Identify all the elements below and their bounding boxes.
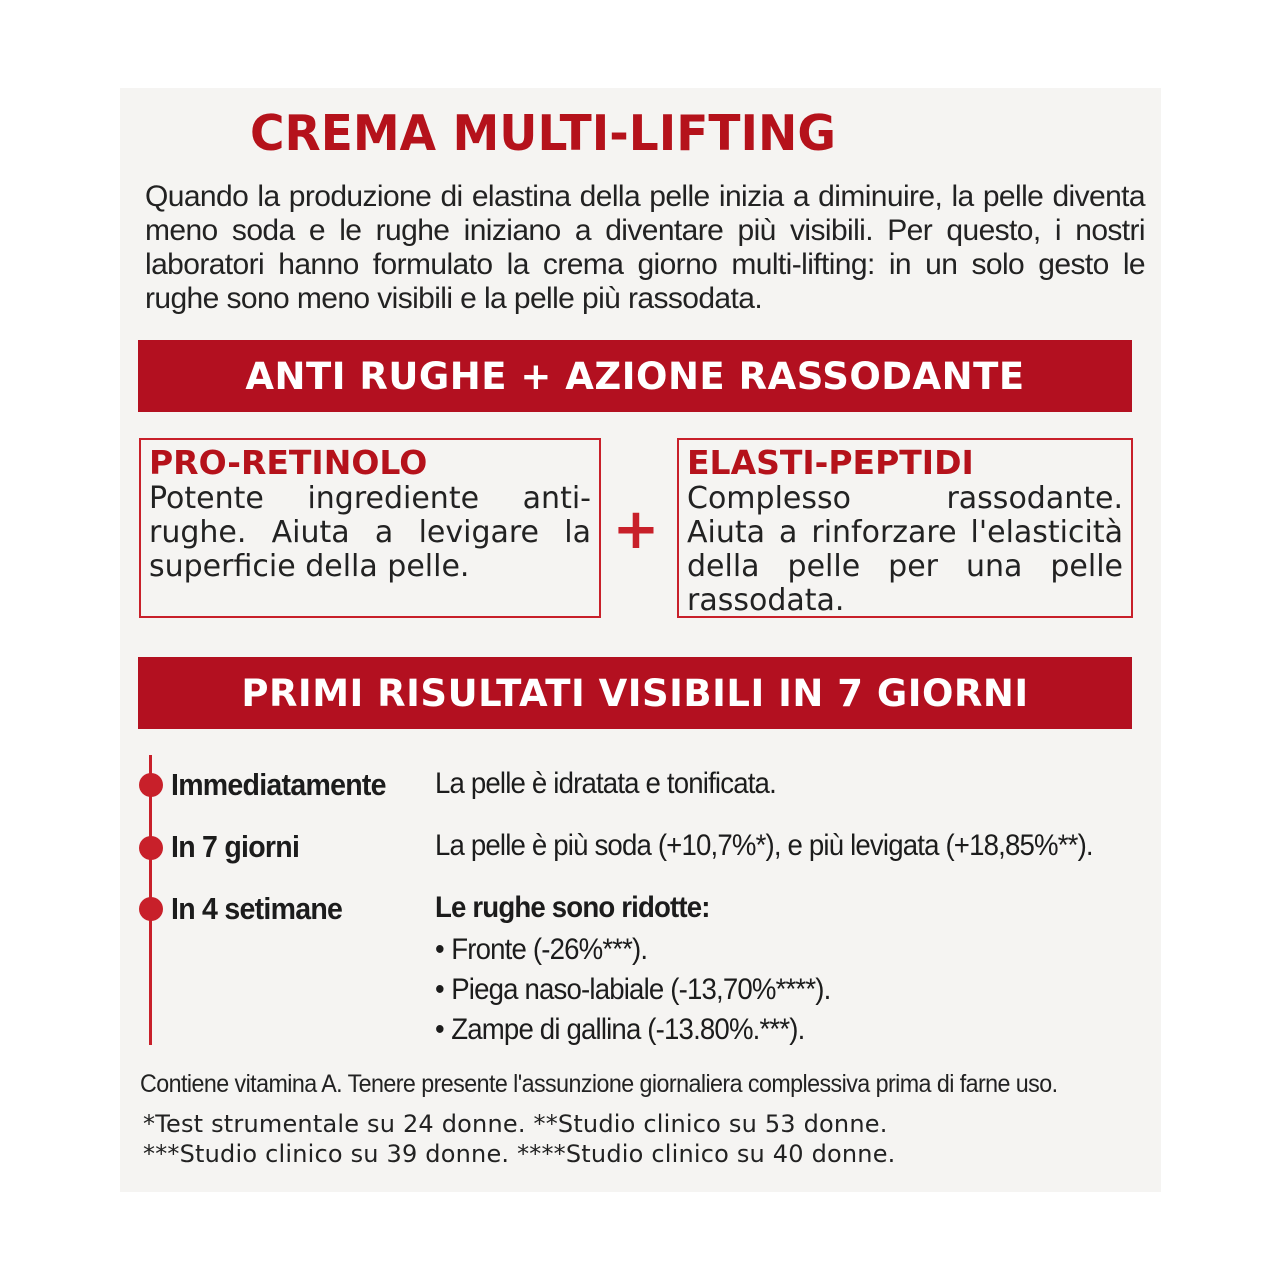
timeline-text-4-weeks: Le rughe sono ridotte: [435, 891, 710, 924]
plus-icon: + [612, 497, 660, 562]
timeline-text-7-days: La pelle è più soda (+10,7%*), e più levigata (+18,85%**). [435, 829, 1093, 862]
ingredient-box-pro-retinolo [139, 438, 601, 618]
intro-paragraph: Quando la produzione di elastina della pelle inizia a diminuire, la pelle diventa meno soda e le rughe iniziano a diventare più visibili. Per questo, i nostri laboratori hanno formulato la crema giorno multi-lifting: in un solo gesto le rughe sono meno visibili e la pelle più rassodata. [145, 180, 1145, 315]
ingredient-box-elasti-peptidi [677, 438, 1133, 618]
footnote: *Test strumentale su 24 donne. **Studio clinico su 53 donne. [143, 1110, 888, 1138]
list-item: • Zampe di gallina (-13.80%.***). [435, 1010, 830, 1050]
timeline-dot-icon [139, 836, 163, 860]
ingredient-name: ELASTI-PEPTIDI [687, 443, 974, 482]
benefit-banner: ANTI RUGHE + AZIONE RASSODANTE [138, 340, 1132, 412]
ingredient-name: PRO-RETINOLO [149, 443, 428, 482]
ingredient-description: Potente ingrediente anti-rughe. Aiuta a levigare la superficie della pelle. [149, 481, 591, 584]
list-item: • Fronte (-26%***). [435, 930, 830, 970]
page-title: CREMA MULTI-LIFTING [250, 105, 836, 162]
footnote: ***Studio clinico su 39 donne. ****Studio clinico su 40 donne. [143, 1140, 896, 1168]
timeline-text-immediately: La pelle è idratata e tonificata. [435, 767, 776, 800]
vitamin-note: Contiene vitamina A. Tenere presente l'assunzione giornaliera complessiva prima di farne uso. [140, 1070, 1058, 1098]
timeline-label-7-days: In 7 giorni [171, 829, 300, 864]
timeline-dot-icon [139, 773, 163, 797]
list-item: • Piega naso-labiale (-13,70%****). [435, 970, 830, 1010]
wrinkle-results-list [435, 930, 830, 1050]
timeline-dot-icon [139, 897, 163, 921]
ingredient-description: Complesso rassodante. Aiuta a rinforzare l'elasticità della pelle per una pelle rassodata. [687, 481, 1123, 618]
timeline-label-4-weeks: In 4 setimane [171, 891, 343, 926]
timeline-label-immediately: Immediatamente [171, 767, 386, 802]
results-banner: PRIMI RISULTATI VISIBILI IN 7 GIORNI [138, 657, 1132, 729]
